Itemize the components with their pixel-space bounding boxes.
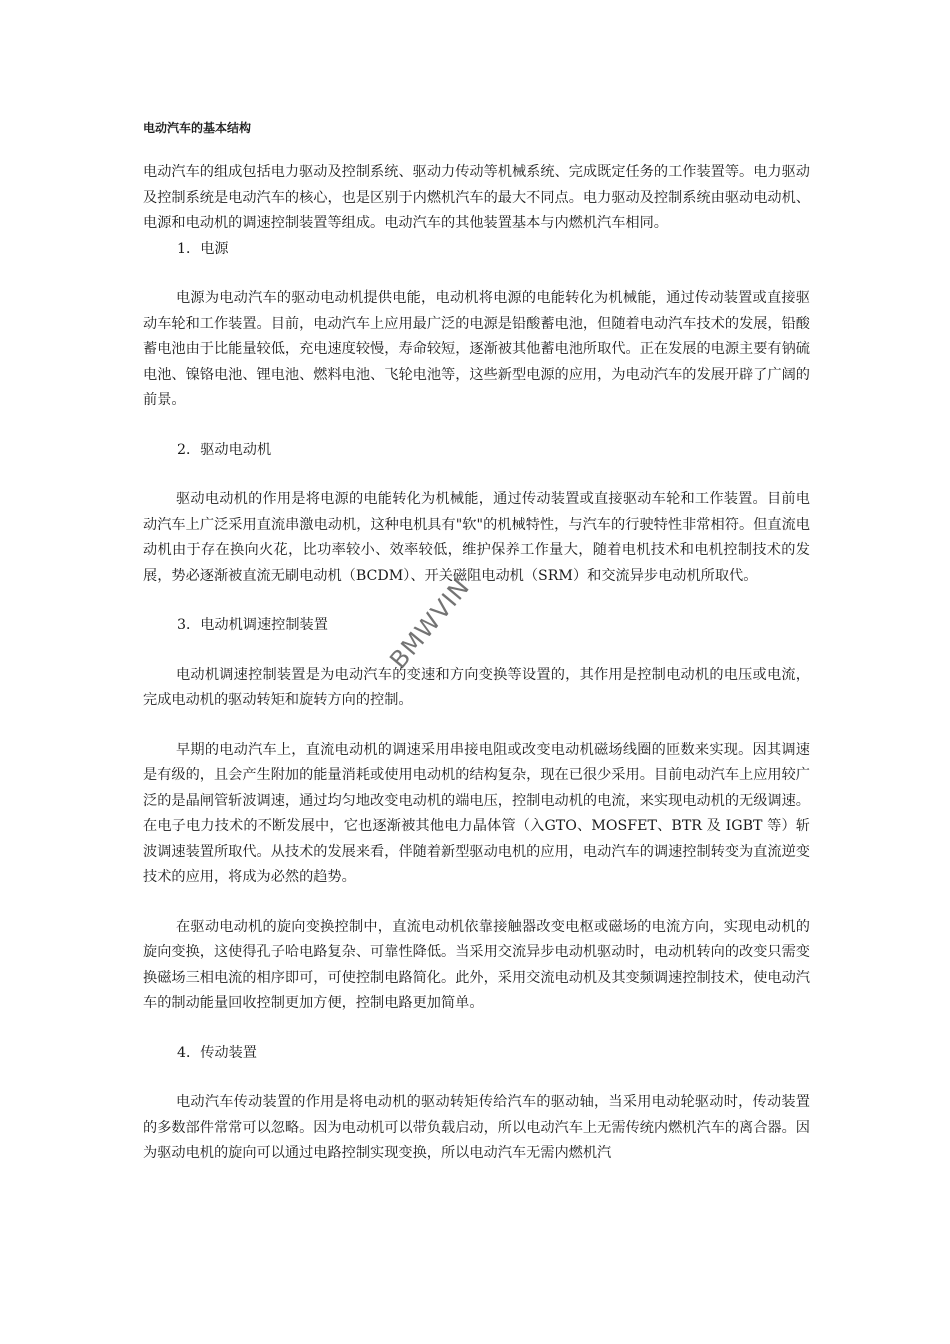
intro-paragraph: 电动汽车的组成包括电力驱动及控制系统、驱动力传动等机械系统、完成既定任务的工作装置等。电力驱动及控制系统是电动汽车的核心，也是区别于内燃机汽车的最大不同点。电力驱动及控制系统由驱动电动机、电源和电动机的调速控制装置等组成。电动汽车的其他装置基本与内燃机汽车相同。 <box>143 164 810 231</box>
section-heading-speed-control: 3．电动机调速控制装置 <box>177 617 328 633</box>
section-paragraph: 电动机调速控制装置是为电动汽车的变速和方向变换等设置的，其作用是控制电动机的电压或电流，完成电动机的驱动转矩和旋转方向的控制。 <box>143 666 810 708</box>
section-heading-power-source: 1．电源 <box>177 240 229 257</box>
section-paragraph: 早期的电动汽车上，直流电动机的调速采用串接电阻或改变电动机磁场线圈的匝数来实现。因其调速是有级的，且会产生附加的能量消耗或使用电动机的结构复杂，现在已很少采用。目前电动汽车上应用较广泛的是晶闸管斩波调速，通过均匀地改变电动机的端电压，控制电动机的电流，来实现电动机的无级调速。在电子电力技术的不断发展中，它也逐渐被其他电力晶体管（入GTO、MOSFET、BTR 及 IGBT 等）斩波调速装置所取代。从技术的发展来看，伴随着新型驱动电机的应用，电动汽车的调速控制转变为直流逆变技术的应用，将成为必然的趋势。 <box>143 741 810 885</box>
section-paragraph: 电源为电动汽车的驱动电动机提供电能，电动机将电源的电能转化为机械能，通过传动装置或直接驱动车轮和工作装置。目前，电动汽车上应用最广泛的电源是铅酸蓄电池，但随着电动汽车技术的发展，铅酸蓄电池由于比能量较低，充电速度较慢，寿命较短，逐渐被其他蓄电池所取代。正在发展的电源主要有钠硫电池、镍铬电池、锂电池、燃料电池、飞轮电池等，这些新型电源的应用，为电动汽车的发展开辟了广阔的前景。 <box>143 290 810 408</box>
section-paragraph: 在驱动电动机的旋向变换控制中，直流电动机依靠接触器改变电枢或磁场的电流方向，实现电动机的旋向变换，这使得孔子哈电路复杂、可靠性降低。当采用交流异步电动机驱动时，电动机转向的改变只需变换磁场三相电流的相序即可，可使控制电路简化。此外，采用交流电动机及其变频调速控制技术，使电动汽车的制动能量回收控制更加方便，控制电路更加简单。 <box>143 918 810 1011</box>
section-paragraph: 电动汽车传动装置的作用是将电动机的驱动转矩传给汽车的驱动轴，当采用电动轮驱动时，传动装置的多数部件常常可以忽略。因为电动机可以带负载启动，所以电动汽车上无需传统内燃机汽车的离合器。因为驱动电机的旋向可以通过电路控制实现变换，所以电动汽车无需内燃机汽 <box>143 1094 810 1161</box>
document-body <box>143 118 810 1167</box>
section-heading-transmission: 4．传动装置 <box>177 1044 257 1061</box>
section-paragraph: 驱动电动机的作用是将电源的电能转化为机械能，通过传动装置或直接驱动车轮和工作装置。目前电动汽车上广泛采用直流串激电动机，这种电机具有"软"的机械特性，与汽车的行驶特性非常相符。但直流电动机由于存在换向火花，比功率较小、效率较低，维护保养工作量大，随着电机技术和电机控制技术的发展，势必逐渐被直流无刷电动机（BCDM）、开关磁阻电动机（SRM）和交流异步电动机所取代。 <box>143 491 810 584</box>
section-heading-drive-motor: 2．驱动电动机 <box>177 441 272 458</box>
document-title: 电动汽车的基本结构 <box>143 121 252 135</box>
watermark: BMWVIN <box>384 572 476 674</box>
